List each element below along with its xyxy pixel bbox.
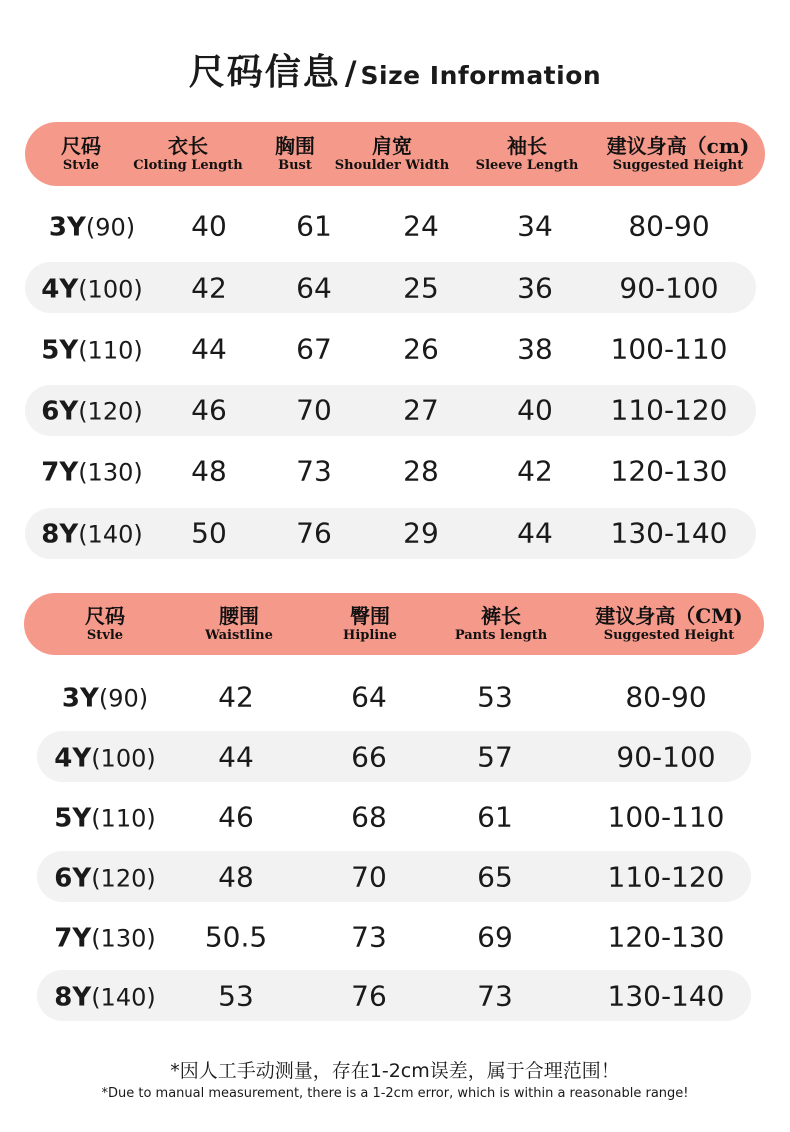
length-cell: 44: [191, 332, 227, 366]
hip-cell: 76: [351, 979, 387, 1013]
table2-header-height: 建议身高（CM) Suggested Height: [595, 604, 743, 643]
size-cell: 5Y(110): [41, 335, 143, 366]
bust-cell: 70: [296, 393, 332, 427]
shoulder-cell: 28: [403, 454, 439, 488]
size-cell: 7Y(130): [41, 457, 143, 488]
sleeve-cell: 36: [517, 271, 553, 305]
sleeve-cell: 44: [517, 516, 553, 550]
height-cell: 130-140: [607, 979, 725, 1013]
table1-header-length: 衣长 Cloting Length: [133, 134, 243, 173]
height-cell: 120-130: [607, 920, 725, 954]
table2-header-waist: 腰围 Waistline: [205, 604, 273, 643]
table1-header-height: 建议身高（cm) Suggested Height: [606, 134, 750, 173]
waist-cell: 42: [218, 680, 254, 714]
table1-header-size: 尺码 Stvle: [61, 134, 101, 173]
bust-cell: 61: [296, 209, 332, 243]
height-cell: 110-120: [610, 393, 728, 427]
footnote-english: *Due to manual measurement, there is a 1-2cm error, which is within a reasonable range!: [101, 1086, 689, 1101]
sleeve-cell: 34: [517, 209, 553, 243]
height-cell: 90-100: [616, 740, 716, 774]
height-cell: 90-100: [619, 271, 719, 305]
bust-cell: 64: [296, 271, 332, 305]
height-cell: 100-110: [607, 800, 725, 834]
height-cell: 120-130: [610, 454, 728, 488]
footnote-chinese: *因人工手动测量，存在1-2cm误差，属于合理范围！: [170, 1060, 620, 1082]
table1-header-sleeve: 袖长 Sleeve Length: [475, 134, 579, 173]
size-cell: 6Y(120): [41, 396, 143, 427]
title-english: Size Information: [360, 61, 602, 90]
size-cell: 8Y(140): [41, 519, 143, 550]
pants-cell: 65: [477, 860, 513, 894]
table1-header-shoulder: 肩宽 Shoulder Width: [334, 134, 450, 173]
shoulder-cell: 26: [403, 332, 439, 366]
pants-cell: 73: [477, 979, 513, 1013]
pants-cell: 61: [477, 800, 513, 834]
size-cell: 3Y(90): [61, 683, 149, 714]
bust-cell: 67: [296, 332, 332, 366]
length-cell: 40: [191, 209, 227, 243]
pants-cell: 53: [477, 680, 513, 714]
size-cell: 7Y(130): [54, 923, 156, 954]
waist-cell: 44: [218, 740, 254, 774]
size-cell: 6Y(120): [54, 863, 156, 894]
table2-header-hip: 臀围 Hipline: [343, 604, 397, 643]
size-cell: 3Y(90): [48, 212, 136, 243]
size-cell: 4Y(100): [54, 743, 156, 774]
waist-cell: 46: [218, 800, 254, 834]
pants-cell: 57: [477, 740, 513, 774]
title-chinese: 尺码信息: [188, 52, 341, 93]
bust-cell: 73: [296, 454, 332, 488]
shoulder-cell: 25: [403, 271, 439, 305]
waist-cell: 53: [218, 979, 254, 1013]
waist-cell: 48: [218, 860, 254, 894]
hip-cell: 73: [351, 920, 387, 954]
height-cell: 110-120: [607, 860, 725, 894]
sleeve-cell: 42: [517, 454, 553, 488]
length-cell: 48: [191, 454, 227, 488]
hip-cell: 66: [351, 740, 387, 774]
size-cell: 8Y(140): [54, 982, 156, 1013]
length-cell: 46: [191, 393, 227, 427]
height-cell: 80-90: [625, 680, 707, 714]
table2-header-size: 尺码 Stvle: [85, 604, 125, 643]
shoulder-cell: 24: [403, 209, 439, 243]
table2-header: [24, 593, 764, 655]
page-title: [0, 44, 790, 95]
size-cell: 5Y(110): [54, 803, 156, 834]
waist-cell: 50.5: [204, 920, 268, 954]
shoulder-cell: 29: [403, 516, 439, 550]
shoulder-cell: 27: [403, 393, 439, 427]
table1-header: [25, 122, 765, 186]
height-cell: 100-110: [610, 332, 728, 366]
table2-header-pants: 裤长 Pants length: [454, 604, 548, 643]
pants-cell: 69: [477, 920, 513, 954]
hip-cell: 64: [351, 680, 387, 714]
sleeve-cell: 38: [517, 332, 553, 366]
table1-header-bust: 胸围 Bust: [275, 134, 315, 173]
title-separator: /: [344, 54, 357, 92]
size-cell: 4Y(100): [41, 274, 143, 305]
hip-cell: 68: [351, 800, 387, 834]
length-cell: 50: [191, 516, 227, 550]
hip-cell: 70: [351, 860, 387, 894]
sleeve-cell: 40: [517, 393, 553, 427]
height-cell: 130-140: [610, 516, 728, 550]
bust-cell: 76: [296, 516, 332, 550]
height-cell: 80-90: [628, 209, 710, 243]
length-cell: 42: [191, 271, 227, 305]
